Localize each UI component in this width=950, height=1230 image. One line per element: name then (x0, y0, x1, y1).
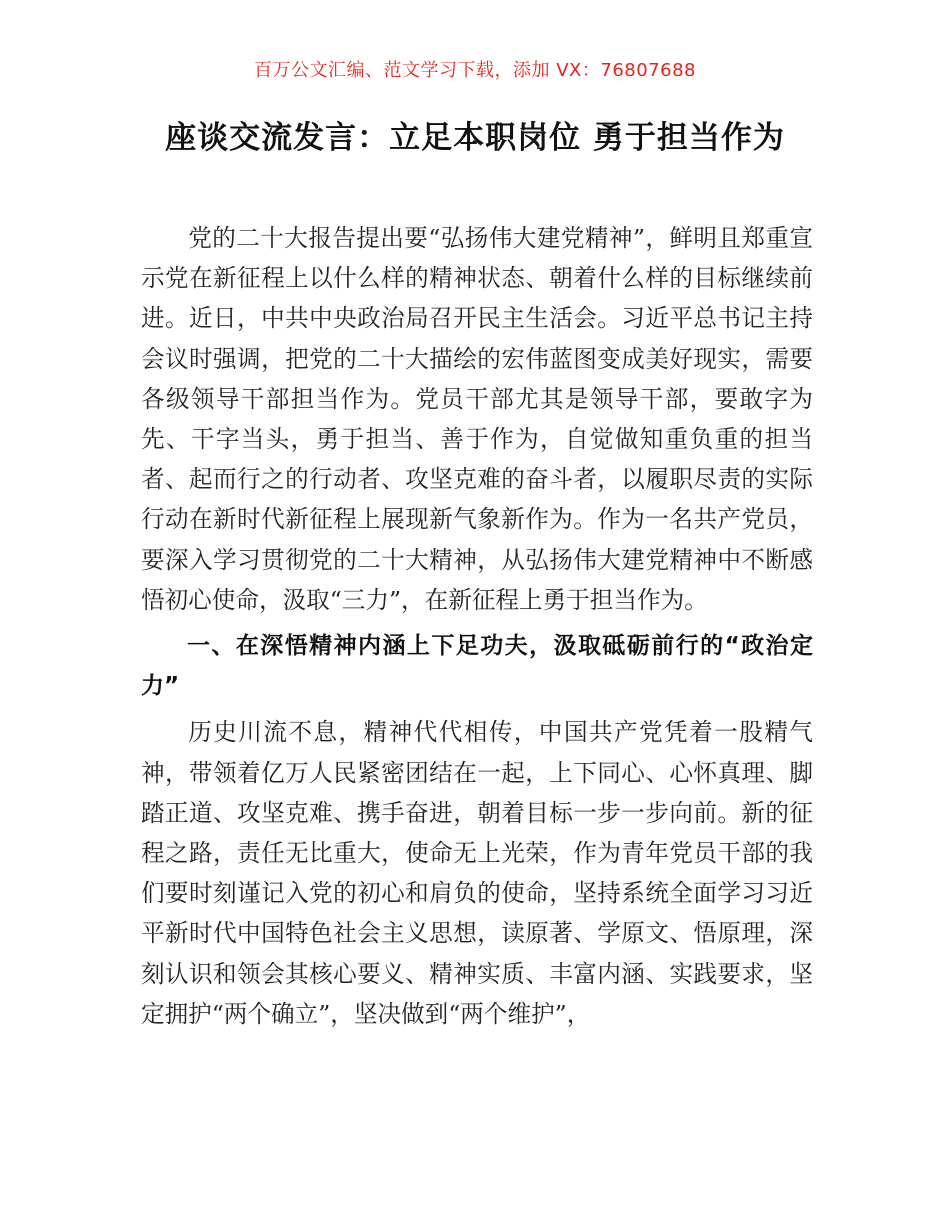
section-1-paragraph: 历史川流不息，精神代代相传，中国共产党凭着一股精气神，带领着亿万人民紧密团结在一起，上下同心、心怀真理、脚踏正道、攻坚克难、携手奋进，朝着目标一步一步向前。新的征程之路，责任无比重大，使命无上光荣，作为青年党员干部的我们要时刻谨记入党的初心和肩负的使命，坚持系统全面学习习近平新时代中国特色社会主义思想，读原著、学原文、悟原理，深刻认识和领会其核心要义、精神实质、丰富内涵、实践要求，坚定拥护“两个确立”，坚决做到“两个维护”， (141, 718, 813, 1028)
intro-paragraph: 党的二十大报告提出要“弘扬伟大建党精神”，鲜明且郑重宣示党在新征程上以什么样的精神状态、朝着什么样的目标继续前进。近日，中共中央政治局召开民主生活会。习近平总书记主持会议时强调，把党的二十大描绘的宏伟蓝图变成美好现实，需要各级领导干部担当作为。党员干部尤其是领导干部，要敢字为先、干字当头，勇于担当、善于作为，自觉做知重负重的担当者、起而行之的行动者、攻坚克难的奋斗者，以履职尽责的实际行动在新时代新征程上展现新气象新作为。作为一名共产党员，要深入学习贯彻党的二十大精神，从弘扬伟大建党精神中不断感悟初心使命，汲取“三力”，在新征程上勇于担当作为。 (141, 224, 813, 614)
section-1-heading: 一、在深悟精神内涵上下足功夫，汲取砥砺前行的“政治定力” (141, 633, 813, 700)
document-body (141, 218, 813, 1034)
header-watermark-note: 百万公文汇编、范文学习下载，添加 VX：76807688 (254, 60, 696, 81)
document-title: 座谈交流发言：立足本职岗位 勇于担当作为 (165, 120, 785, 156)
